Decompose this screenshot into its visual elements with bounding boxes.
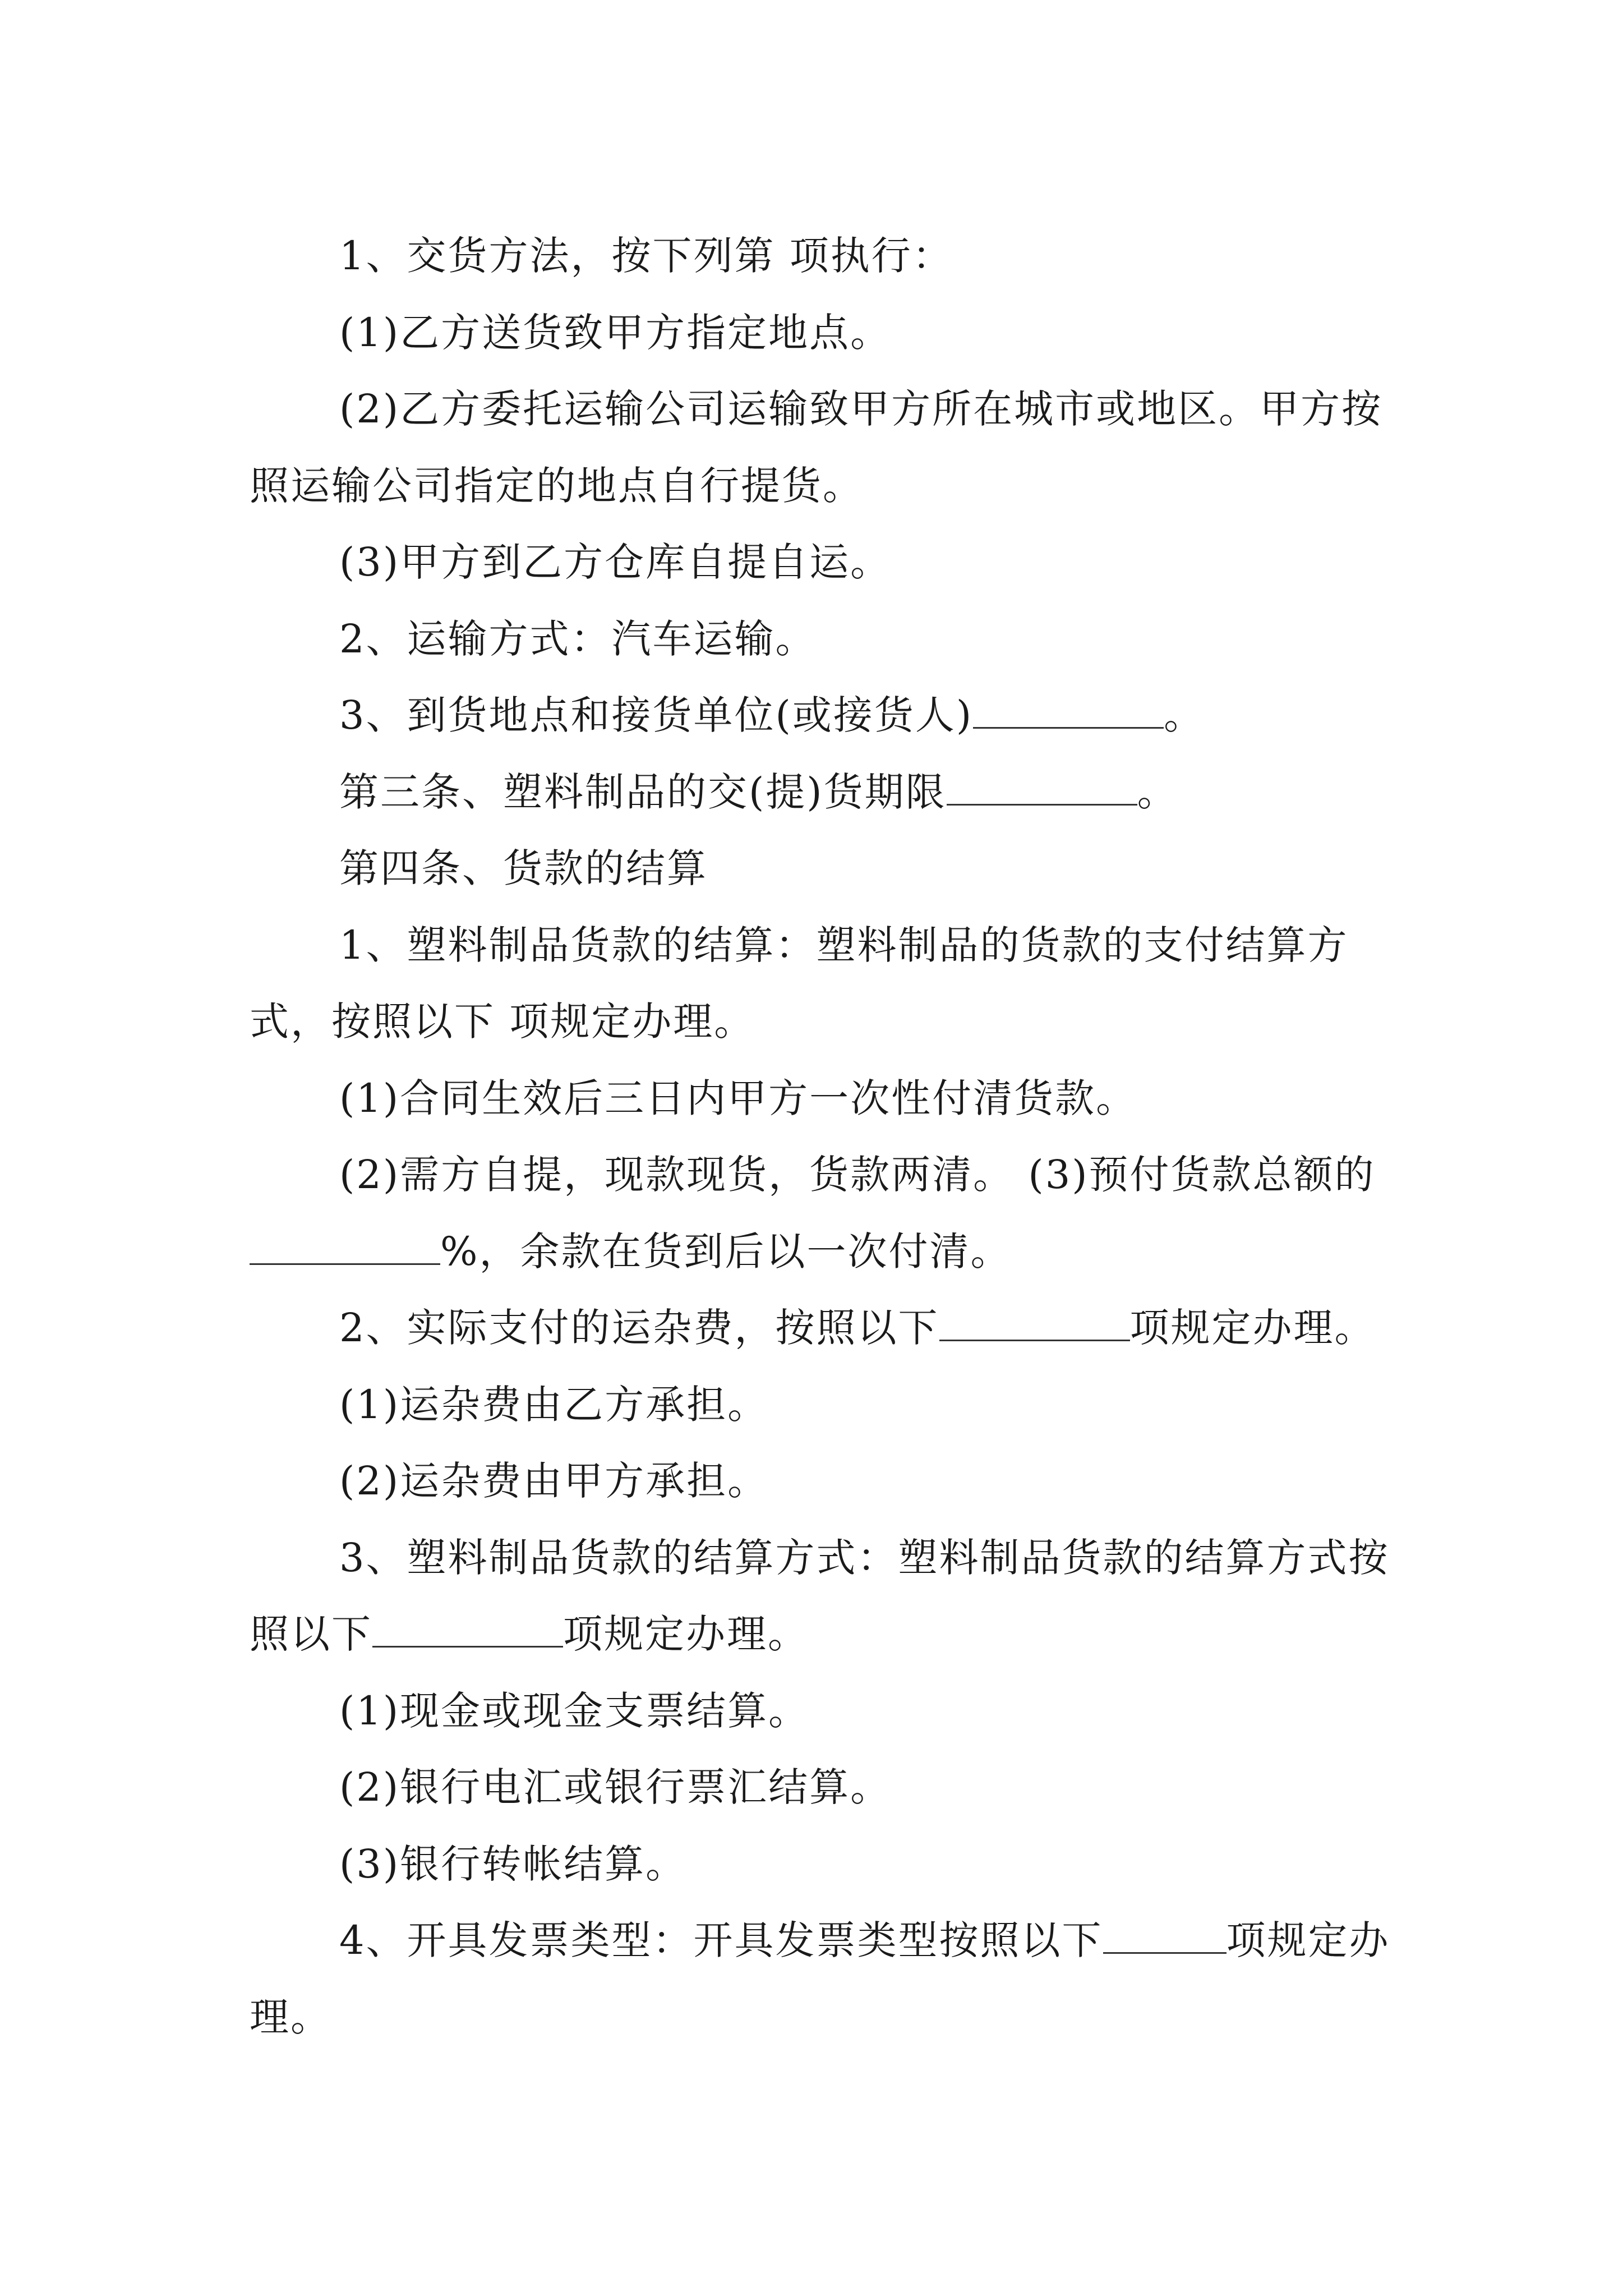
text-before-blank: 2、实际支付的运杂费，按照以下 — [339, 1305, 939, 1351]
paragraph-delivery-method: 1、交货方法，按下列第 项执行： — [339, 233, 953, 279]
paragraph-freight-cost — [250, 1290, 1394, 1366]
text-before-blank: 3、塑料制品货款的结算方式：塑料制品货款的结算方式按照以下 — [250, 1534, 1390, 1657]
text-before-blank: (2)需方自提，现款现货，货款两清。 (3)预付货款总额的 — [339, 1152, 1376, 1198]
paragraph-payment-settlement: 1、塑料制品货款的结算：塑料制品的货款的支付结算方式，按照以下 项规定办理。 — [250, 922, 1349, 1045]
paragraph-payment-option-1: (1)合同生效后三日内甲方一次性付清货款。 — [339, 1075, 1137, 1121]
paragraph-invoice-type — [250, 1902, 1394, 2055]
paragraph-settlement-option-3: (3)银行转帐结算。 — [339, 1841, 687, 1887]
paragraph-settlement-option-2: (2)银行电汇或银行票汇结算。 — [339, 1764, 892, 1810]
paragraph-settlement-option-1: (1)现金或现金支票结算。 — [339, 1687, 810, 1734]
fill-in-blank[interactable] — [973, 694, 1164, 729]
paragraph-payment-option-2-3 — [250, 1137, 1394, 1290]
document-body — [250, 218, 1394, 2055]
paragraph-settlement-method — [250, 1520, 1394, 1673]
text-after-blank: 项规定办理。 — [1129, 1305, 1376, 1351]
fill-in-blank[interactable] — [1103, 1920, 1227, 1954]
text-after-blank: 。 — [1164, 692, 1205, 738]
paragraph-delivery-location — [250, 677, 1394, 754]
fill-in-blank[interactable] — [939, 1307, 1130, 1341]
text-before-blank: 第三条、塑料制品的交(提)货期限 — [339, 769, 947, 815]
paragraph-transport-mode: 2、运输方式：汽车运输。 — [339, 615, 817, 662]
fill-in-blank[interactable] — [250, 1231, 440, 1265]
text-before-blank: 4、开具发票类型：开具发票类型按照以下 — [339, 1917, 1103, 1963]
paragraph-freight-option-2: (2)运杂费由甲方承担。 — [339, 1458, 769, 1504]
paragraph-delivery-option-1: (1)乙方送货致甲方指定地点。 — [339, 309, 892, 356]
text-after-blank: 。 — [1137, 769, 1178, 815]
paragraph-freight-option-1: (1)运杂费由乙方承担。 — [339, 1381, 769, 1428]
fill-in-blank[interactable] — [372, 1613, 563, 1648]
paragraph-delivery-option-2: (2)乙方委托运输公司运输致甲方所在城市或地区。甲方按照运输公司指定的地点自行提货。 — [250, 386, 1383, 509]
text-after-blank: %，余款在货到后以一次付清。 — [440, 1228, 1012, 1274]
text-after-blank: 项规定办理。 — [563, 1611, 809, 1657]
paragraph-article-3-delivery-period — [250, 754, 1394, 831]
fill-in-blank[interactable] — [947, 771, 1137, 806]
text-before-blank: 3、到货地点和接货单位(或接货人) — [339, 692, 974, 738]
paragraph-article-4-heading: 第四条、货款的结算 — [339, 845, 708, 891]
paragraph-delivery-option-3: (3)甲方到乙方仓库自提自运。 — [339, 539, 892, 585]
text-after-blank: 项规定办理。 — [250, 1917, 1390, 2040]
